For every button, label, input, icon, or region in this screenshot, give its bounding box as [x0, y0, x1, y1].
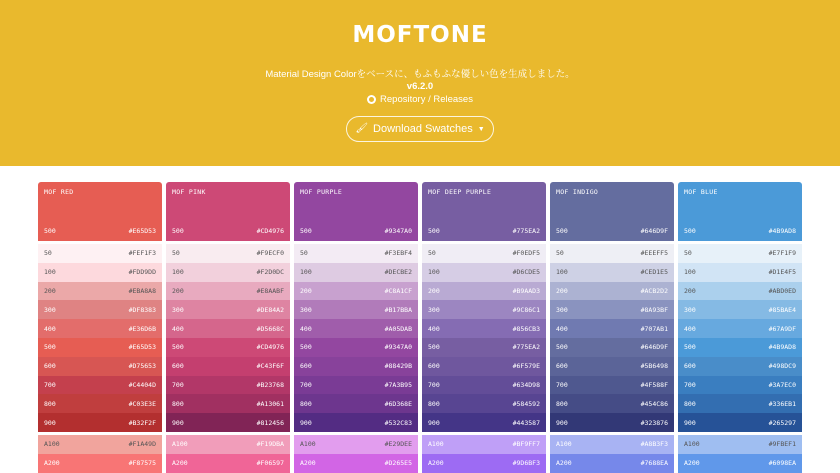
swatch-shade: 500 [684, 227, 696, 235]
swatch-row[interactable] [422, 357, 546, 376]
swatch-shade: 500 [684, 343, 696, 352]
swatch-hex: #67A9DF [768, 324, 796, 333]
swatch-hex: #CD4976 [256, 227, 284, 235]
swatch-shade: A100 [428, 440, 444, 449]
palette-name: MOF PURPLE [300, 188, 343, 196]
swatch-row[interactable] [38, 263, 162, 282]
swatch-hex: #F9ECF0 [256, 249, 284, 258]
swatch-row[interactable] [294, 319, 418, 338]
swatch-hex: #634D98 [512, 380, 540, 389]
swatch-shade: 800 [428, 399, 440, 408]
swatch-row[interactable] [294, 454, 418, 473]
swatch-hex: #336EB1 [768, 399, 796, 408]
swatch-row[interactable] [422, 338, 546, 357]
swatch-shade: 100 [300, 268, 312, 277]
swatch-shade: 600 [44, 362, 56, 371]
swatch-hex: #8A93BF [640, 305, 668, 314]
swatch-hex: #D5668C [256, 324, 284, 333]
swatch-shade: 400 [172, 324, 184, 333]
swatch-hex: #323876 [640, 418, 668, 427]
swatch-row[interactable] [550, 454, 674, 473]
swatch-hex: #4B9AD8 [768, 227, 796, 235]
swatch-shade: 700 [300, 380, 312, 389]
palette-card [294, 182, 418, 473]
swatch-hex: #C03E3E [128, 399, 156, 408]
palette-name: MOF DEEP PURPLE [428, 188, 492, 196]
swatch-shade: 300 [44, 305, 56, 314]
swatch-row[interactable] [422, 244, 546, 263]
swatch-hex: #B32F2F [128, 418, 156, 427]
swatch-row[interactable] [550, 357, 674, 376]
swatch-shade: 300 [300, 305, 312, 314]
swatch-shade: 200 [172, 286, 184, 295]
swatch-hex: #646D9F [640, 227, 668, 235]
swatch-row[interactable] [550, 244, 674, 263]
swatch-hex: #F19DBA [256, 440, 284, 449]
swatch-hex: #3A7EC0 [768, 380, 796, 389]
header [0, 0, 840, 166]
swatch-hex: #F2D0DC [256, 268, 284, 277]
swatch-hex: #E36D6B [128, 324, 156, 333]
swatch-shade: 100 [44, 268, 56, 277]
swatch-hex: #4F588F [640, 380, 668, 389]
swatch-shade: 50 [172, 249, 180, 258]
palette-card [422, 182, 546, 473]
swatch-row[interactable] [38, 300, 162, 319]
swatch-hex: #443587 [512, 418, 540, 427]
swatch-shade: 300 [172, 305, 184, 314]
palette-main-swatch [44, 227, 156, 235]
swatch-shade: 300 [556, 305, 568, 314]
swatch-row[interactable] [678, 263, 802, 282]
swatch-hex: #6098EA [768, 459, 796, 468]
swatch-shade: 50 [684, 249, 692, 258]
swatch-hex: #B17BBA [384, 305, 412, 314]
download-swatches-label: Download Swatches [373, 123, 473, 135]
swatch-row[interactable] [422, 300, 546, 319]
swatch-shade: 600 [684, 362, 696, 371]
swatch-hex: #F06597 [256, 459, 284, 468]
swatch-shade: 500 [556, 227, 568, 235]
swatch-hex: #707AB1 [640, 324, 668, 333]
swatch-shade: 700 [428, 380, 440, 389]
swatch-row[interactable] [678, 413, 802, 432]
swatch-row[interactable] [550, 263, 674, 282]
version-label: v6.2.0 [406, 81, 434, 92]
palette-name: MOF PINK [172, 188, 206, 196]
palette-main-swatch [684, 227, 796, 235]
swatch-shade: 200 [44, 286, 56, 295]
swatch-row[interactable] [166, 376, 290, 395]
swatch-row[interactable] [166, 300, 290, 319]
swatch-shade: 200 [556, 286, 568, 295]
swatch-row[interactable] [38, 435, 162, 454]
swatch-row[interactable] [678, 454, 802, 473]
swatch-shade: 600 [428, 362, 440, 371]
swatch-shade: A200 [428, 459, 444, 468]
swatch-row[interactable] [550, 338, 674, 357]
swatch-shade: A100 [172, 440, 188, 449]
swatch-hex: #D1E4F5 [768, 268, 796, 277]
swatch-shade: 500 [172, 227, 184, 235]
swatch-row[interactable] [550, 435, 674, 454]
swatch-hex: #D75653 [128, 362, 156, 371]
swatch-shade: 100 [172, 268, 184, 277]
swatch-hex: #E29DEE [384, 440, 412, 449]
swatch-row[interactable] [550, 413, 674, 432]
swatch-shade: A100 [44, 440, 60, 449]
swatch-shade: 900 [428, 418, 440, 427]
swatch-shade: 50 [300, 249, 308, 258]
swatch-hex: #9C86C1 [512, 305, 540, 314]
swatch-hex: #D6CDE5 [512, 268, 540, 277]
swatch-shade: 400 [44, 324, 56, 333]
swatch-shade: 600 [556, 362, 568, 371]
swatch-row[interactable] [422, 319, 546, 338]
swatch-shade: A100 [300, 440, 316, 449]
swatch-shade: 400 [300, 324, 312, 333]
palette-header[interactable] [422, 182, 546, 241]
swatch-row[interactable] [678, 435, 802, 454]
swatch-row[interactable] [294, 394, 418, 413]
swatch-row[interactable] [166, 394, 290, 413]
swatch-shade: 200 [428, 286, 440, 295]
swatch-row[interactable] [166, 319, 290, 338]
swatch-shade: 400 [684, 324, 696, 333]
swatch-row[interactable] [678, 282, 802, 301]
swatch-hex: #C8A1CF [384, 286, 412, 295]
swatch-row[interactable] [550, 319, 674, 338]
swatch-hex: #EEEFF5 [640, 249, 668, 258]
swatch-hex: #ACB2D2 [640, 286, 668, 295]
swatch-hex: #584592 [512, 399, 540, 408]
swatch-hex: #CED1E5 [640, 268, 668, 277]
swatch-row[interactable] [166, 338, 290, 357]
palette-card [678, 182, 802, 473]
swatch-hex: #BF9FF7 [512, 440, 540, 449]
swatch-hex: #454C86 [640, 399, 668, 408]
swatch-row[interactable] [294, 300, 418, 319]
palette-name: MOF INDIGO [556, 188, 599, 196]
swatch-row[interactable] [678, 376, 802, 395]
swatch-shade: 200 [684, 286, 696, 295]
swatch-row[interactable] [422, 376, 546, 395]
swatch-row[interactable] [294, 338, 418, 357]
swatch-shade: 800 [556, 399, 568, 408]
download-swatches-button[interactable] [346, 116, 494, 142]
swatch-hex: #498DC9 [768, 362, 796, 371]
swatch-row[interactable] [422, 263, 546, 282]
swatch-row[interactable] [38, 357, 162, 376]
swatch-row[interactable] [294, 435, 418, 454]
swatch-row[interactable] [550, 376, 674, 395]
swatch-shade: A100 [556, 440, 572, 449]
swatch-row[interactable] [166, 244, 290, 263]
swatch-hex: #F3EBF4 [384, 249, 412, 258]
swatch-hex: #A05DAB [384, 324, 412, 333]
swatch-hex: #F87575 [128, 459, 156, 468]
swatch-hex: #9347A0 [384, 343, 412, 352]
palette-header[interactable] [678, 182, 802, 241]
swatch-hex: #E65D53 [128, 227, 156, 235]
swatch-shade: 900 [44, 418, 56, 427]
swatch-hex: #E8AABF [256, 286, 284, 295]
swatch-shade: 500 [556, 343, 568, 352]
swatch-hex: #B9AAD3 [512, 286, 540, 295]
palette-grid [38, 182, 840, 468]
swatch-shade: 500 [300, 343, 312, 352]
swatch-shade: 500 [44, 227, 56, 235]
swatch-row[interactable] [294, 357, 418, 376]
swatch-shade: 700 [684, 380, 696, 389]
swatch-hex: #FEF1F3 [128, 249, 156, 258]
swatch-hex: #9FBEF1 [768, 440, 796, 449]
swatch-hex: #E7F1F9 [768, 249, 796, 258]
swatch-hex: #A8B3F3 [640, 440, 668, 449]
swatch-shade: 900 [300, 418, 312, 427]
swatch-hex: #C4404D [128, 380, 156, 389]
swatch-hex: #812456 [256, 418, 284, 427]
swatch-hex: #4B9AD8 [768, 343, 796, 352]
swatch-shade: 500 [300, 227, 312, 235]
swatch-row[interactable] [166, 357, 290, 376]
swatch-row[interactable] [294, 282, 418, 301]
swatch-shade: 100 [684, 268, 696, 277]
swatch-row[interactable] [166, 413, 290, 432]
swatch-hex: #F0EDF5 [512, 249, 540, 258]
swatch-row[interactable] [38, 282, 162, 301]
swatch-hex: #7A3B95 [384, 380, 412, 389]
swatch-hex: #88429B [384, 362, 412, 371]
swatch-row[interactable] [678, 319, 802, 338]
swatch-shade: 50 [428, 249, 436, 258]
swatch-row[interactable] [678, 244, 802, 263]
swatch-shade: 700 [44, 380, 56, 389]
swatch-hex: #775EA2 [512, 227, 540, 235]
swatch-shade: 300 [684, 305, 696, 314]
palette-card [166, 182, 290, 473]
swatch-row[interactable] [38, 244, 162, 263]
swatch-row[interactable] [38, 454, 162, 473]
swatch-row[interactable] [678, 357, 802, 376]
swatch-shade: 400 [428, 324, 440, 333]
swatch-shade: 50 [44, 249, 52, 258]
swatch-hex: #775EA2 [512, 343, 540, 352]
swatch-shade: 800 [44, 399, 56, 408]
swatch-hex: #6D368E [384, 399, 412, 408]
swatch-row[interactable] [294, 263, 418, 282]
swatch-shade: 600 [300, 362, 312, 371]
swatch-hex: #EBA8A8 [128, 286, 156, 295]
swatch-shade: 500 [428, 343, 440, 352]
swatch-shade: 700 [172, 380, 184, 389]
swatch-shade: A200 [556, 459, 572, 468]
swatch-hex: #646D9F [640, 343, 668, 352]
swatch-row[interactable] [550, 282, 674, 301]
swatch-shade: 500 [44, 343, 56, 352]
app-subtitle: Material Design Colorをベースに、もふもふな優しい色を生成しました。 [265, 69, 575, 80]
swatch-hex: #CD4976 [256, 343, 284, 352]
swatch-hex: #532C83 [384, 418, 412, 427]
app-title: MOFTONE [352, 22, 488, 48]
swatch-row[interactable] [166, 282, 290, 301]
swatch-row[interactable] [294, 244, 418, 263]
swatch-hex: #5B6498 [640, 362, 668, 371]
swatch-row[interactable] [38, 394, 162, 413]
swatch-hex: #FDD9DD [128, 268, 156, 277]
swatch-row[interactable] [294, 413, 418, 432]
swatch-row[interactable] [422, 454, 546, 473]
github-icon [367, 95, 376, 104]
swatch-shade: A200 [172, 459, 188, 468]
swatch-hex: #F1A49D [128, 440, 156, 449]
swatch-shade: 50 [556, 249, 564, 258]
swatch-shade: 600 [172, 362, 184, 371]
swatch-row[interactable] [678, 394, 802, 413]
swatch-shade: 500 [428, 227, 440, 235]
swatch-hex: #E65D53 [128, 343, 156, 352]
swatch-hex: #DECBE2 [384, 268, 412, 277]
swatch-hex: #7688EA [640, 459, 668, 468]
swatch-hex: #ABD0ED [768, 286, 796, 295]
swatch-hex: #DF8383 [128, 305, 156, 314]
swatch-row[interactable] [550, 300, 674, 319]
swatch-hex: #B23768 [256, 380, 284, 389]
repository-releases-link[interactable]: Repository / Releases [380, 94, 473, 105]
swatch-row[interactable] [294, 376, 418, 395]
swatch-shade: 100 [428, 268, 440, 277]
swatch-shade: 900 [556, 418, 568, 427]
swatch-hex: #856CB3 [512, 324, 540, 333]
swatch-row[interactable] [166, 263, 290, 282]
swatch-shade: A200 [300, 459, 316, 468]
palette-main-swatch [428, 227, 540, 235]
swatch-shade: 200 [300, 286, 312, 295]
palette-header[interactable] [166, 182, 290, 241]
swatch-shade: A200 [44, 459, 60, 468]
swatch-shade: 800 [684, 399, 696, 408]
palette-card [38, 182, 162, 473]
swatch-row[interactable] [166, 454, 290, 473]
swatch-row[interactable] [422, 282, 546, 301]
brush-icon: 🖌 [355, 123, 369, 134]
swatch-hex: #9347A0 [384, 227, 412, 235]
palette-header[interactable] [550, 182, 674, 241]
palette-card [550, 182, 674, 473]
swatch-shade: 800 [172, 399, 184, 408]
swatch-hex: #9D6BF3 [512, 459, 540, 468]
swatch-shade: 300 [428, 305, 440, 314]
swatch-row[interactable] [38, 338, 162, 357]
palette-name: MOF RED [44, 188, 74, 196]
swatch-row[interactable] [166, 435, 290, 454]
swatch-row[interactable] [422, 413, 546, 432]
swatch-shade: A100 [684, 440, 700, 449]
swatch-row[interactable] [678, 338, 802, 357]
palette-main-swatch [556, 227, 668, 235]
swatch-row[interactable] [38, 413, 162, 432]
swatch-hex: #6F579E [512, 362, 540, 371]
palette-header[interactable] [38, 182, 162, 241]
swatch-shade: 800 [300, 399, 312, 408]
swatch-shade: 900 [172, 418, 184, 427]
chevron-down-icon: ▼ [477, 125, 485, 133]
palette-main-swatch [172, 227, 284, 235]
swatch-shade: 100 [556, 268, 568, 277]
swatch-row[interactable] [38, 376, 162, 395]
swatch-row[interactable] [550, 394, 674, 413]
palette-header[interactable] [294, 182, 418, 241]
swatch-shade: 900 [684, 418, 696, 427]
swatch-shade: 500 [172, 343, 184, 352]
swatch-hex: #265297 [768, 418, 796, 427]
swatch-shade: A200 [684, 459, 700, 468]
palette-main-swatch [300, 227, 412, 235]
swatch-shade: 400 [556, 324, 568, 333]
swatch-hex: #A13061 [256, 399, 284, 408]
swatch-hex: #85BAE4 [768, 305, 796, 314]
palette-name: MOF BLUE [684, 188, 718, 196]
swatch-hex: #D265E5 [384, 459, 412, 468]
swatch-row[interactable] [422, 394, 546, 413]
swatch-hex: #DE84A2 [256, 305, 284, 314]
swatch-shade: 700 [556, 380, 568, 389]
swatch-row[interactable] [678, 300, 802, 319]
swatch-row[interactable] [422, 435, 546, 454]
repo-links [0, 94, 840, 105]
swatch-row[interactable] [38, 319, 162, 338]
swatch-hex: #C43F6F [256, 362, 284, 371]
